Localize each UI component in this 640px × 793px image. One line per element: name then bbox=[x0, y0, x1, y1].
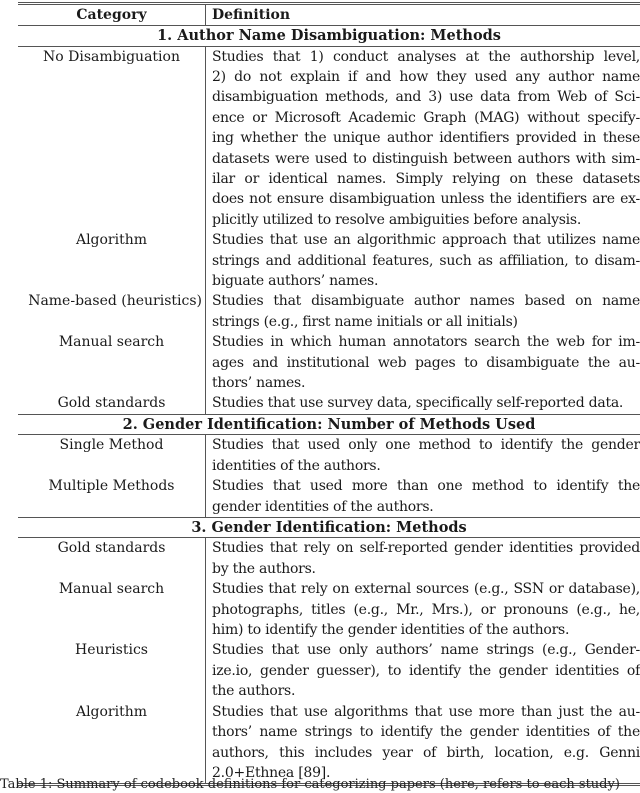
definition-line: 2.0+Ethnea [89]. bbox=[212, 764, 331, 781]
definition-line: strings (e.g., first name initials or all initials) bbox=[212, 313, 518, 330]
definition-cell bbox=[206, 393, 640, 413]
definition-line: plicitly utilized to resolve ambiguities before analysis. bbox=[212, 211, 582, 228]
category-cell bbox=[18, 332, 206, 393]
category-cell bbox=[18, 640, 206, 701]
definition-cell bbox=[206, 476, 640, 517]
category-cell bbox=[18, 230, 206, 291]
definition-line: Studies in which human annotators search the web for im- bbox=[212, 334, 640, 351]
definition-cell bbox=[206, 579, 640, 640]
category-label: Gold standards bbox=[57, 540, 166, 557]
section-title: 2. Gender Identification: Number of Methods Used bbox=[122, 415, 536, 433]
codebook-table bbox=[18, 2, 640, 786]
category-label: Single Method bbox=[59, 437, 164, 454]
definition-line: gender identities of the authors. bbox=[212, 498, 434, 515]
table-row bbox=[18, 702, 640, 784]
definition-line: Studies that use survey data, specifically self-reported data. bbox=[212, 395, 624, 412]
definition-line: Studies that rely on self-reported gender identities provided bbox=[212, 540, 640, 557]
definition-line: the authors. bbox=[212, 683, 296, 700]
definition-line: biguate authors’ names. bbox=[212, 272, 379, 289]
definition-line: datasets were used to distinguish between authors with sim- bbox=[212, 150, 640, 167]
definition-line: him) to identify the gender identities of the authors. bbox=[212, 622, 570, 639]
category-cell bbox=[18, 579, 206, 640]
header-definition: Definition bbox=[212, 7, 291, 23]
header-category: Category bbox=[18, 5, 206, 25]
table-header-row bbox=[18, 5, 640, 25]
definition-line: Studies that rely on external sources (e.g., SSN or database), bbox=[212, 581, 640, 598]
definition-line: Studies that use only authors’ name strings (e.g., Gender- bbox=[212, 642, 640, 659]
definition-line: Studies that disambiguate author names based on name bbox=[212, 293, 640, 310]
definition-cell bbox=[206, 332, 640, 393]
definition-line: ize.io, gender guesser), to identify the gender identities of bbox=[212, 662, 640, 679]
category-label: Algorithm bbox=[75, 232, 148, 249]
definition-line: disambiguation methods, and 3) use data from Web of Sci- bbox=[212, 89, 640, 106]
category-cell bbox=[18, 435, 206, 476]
category-label: Name-based (heuristics) bbox=[28, 293, 202, 310]
table-row bbox=[18, 47, 640, 231]
definition-cell bbox=[206, 47, 640, 231]
section-title: 1. Author Name Disambiguation: Methods bbox=[157, 27, 501, 44]
table-caption: Table 1: Summary of codebook definitions for categorizing papers (here, refers to each study) bbox=[0, 777, 620, 792]
definition-cell bbox=[206, 702, 640, 784]
definition-cell bbox=[206, 435, 640, 476]
definition-cell bbox=[206, 640, 640, 701]
definition-line: Studies that use algorithms that use more than just the au- bbox=[212, 703, 640, 720]
category-cell bbox=[18, 291, 206, 332]
definition-line: does not ensure disambiguation unless the identifiers are ex- bbox=[212, 191, 640, 208]
category-label: Algorithm bbox=[75, 703, 148, 720]
definition-line: ilar or identical names. Simply relying on these datasets bbox=[212, 170, 640, 187]
definition-line: ages and institutional web pages to disambiguate the au- bbox=[212, 354, 640, 371]
category-label: Heuristics bbox=[75, 642, 148, 659]
definition-line: ing whether the unique author identifiers provided in these bbox=[212, 130, 640, 147]
table-row bbox=[18, 230, 640, 291]
category-cell bbox=[18, 476, 206, 517]
definition-cell bbox=[206, 230, 640, 291]
definition-line: Studies that used only one method to identify the gender bbox=[212, 437, 640, 454]
definition-line: authors, this includes year of birth, location, e.g. Genni bbox=[212, 744, 640, 761]
category-cell bbox=[18, 538, 206, 579]
definition-line: Studies that used more than one method to identify the bbox=[212, 478, 640, 495]
definition-line: Studies that 1) conduct analyses at the authorship level, bbox=[212, 48, 640, 65]
definition-line: photographs, titles (e.g., Mr., Mrs.), or pronouns (e.g., he, bbox=[212, 601, 640, 618]
table-row bbox=[18, 640, 640, 701]
definition-cell bbox=[206, 538, 640, 579]
definition-line: thors’ name strings to identify the gender identities of the bbox=[212, 724, 640, 741]
table-row bbox=[18, 291, 640, 332]
category-label: Manual search bbox=[58, 334, 165, 351]
definition-cell bbox=[206, 291, 640, 332]
category-cell bbox=[18, 393, 206, 413]
table-row bbox=[18, 393, 640, 413]
definition-line: Studies that use an algorithmic approach that utilizes name bbox=[212, 232, 640, 249]
category-cell bbox=[18, 47, 206, 231]
category-label: Manual search bbox=[58, 581, 165, 598]
table-body bbox=[18, 25, 640, 783]
definition-line: ence or Microsoft Academic Graph (MAG) without specify- bbox=[212, 109, 640, 126]
table-row bbox=[18, 476, 640, 517]
definition-line: strings and additional features, such as affiliation, to disam- bbox=[212, 252, 640, 269]
definition-line: by the authors. bbox=[212, 560, 316, 577]
category-cell bbox=[18, 702, 206, 784]
definition-line: 2) do not explain if and how they used any author name bbox=[212, 68, 640, 85]
definition-line: identities of the authors. bbox=[212, 457, 381, 474]
table-row bbox=[18, 435, 640, 476]
category-label: No Disambiguation bbox=[43, 48, 180, 65]
table-row bbox=[18, 332, 640, 393]
definition-line: thors’ names. bbox=[212, 375, 306, 391]
category-label: Multiple Methods bbox=[48, 478, 175, 495]
section-title: 3. Gender Identification: Methods bbox=[191, 518, 467, 536]
category-label: Gold standards bbox=[57, 395, 166, 412]
table-row bbox=[18, 538, 640, 579]
table-row bbox=[18, 579, 640, 640]
